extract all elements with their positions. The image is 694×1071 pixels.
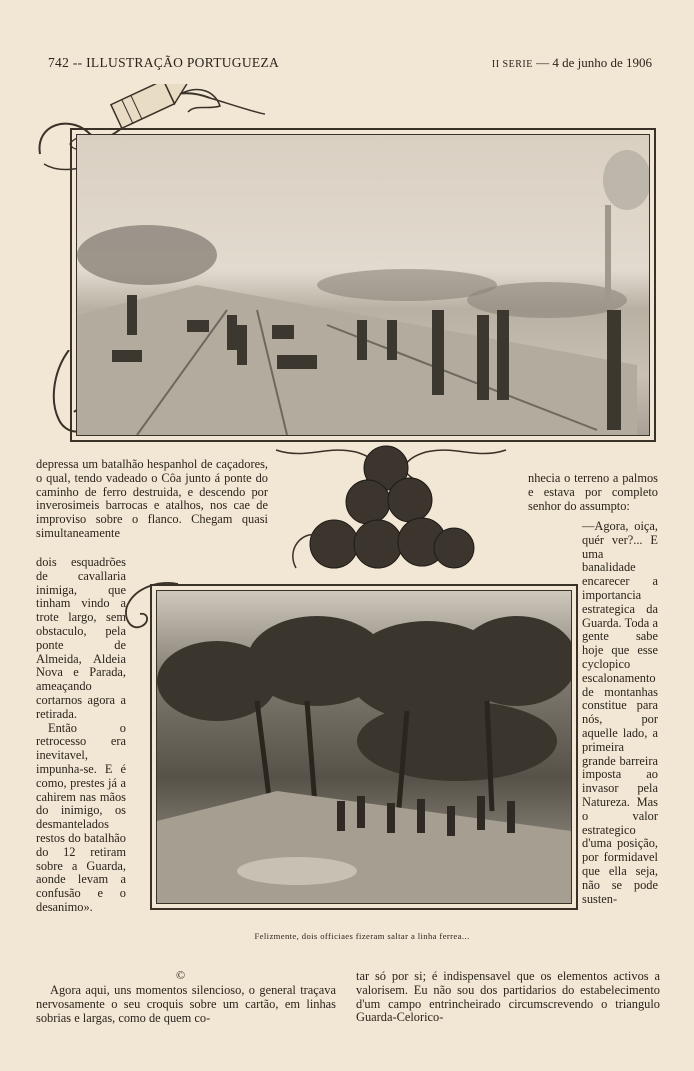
top-photo-frame — [70, 128, 656, 442]
column-left-narrow: dois esquadrões de cavallaria inimiga, que tinham vindo a trote largo, sem obstaculo, pela ponte de Almeida, Aldeia Nova e Parada, ameaçando cortarnos agora a retirada. Então o retrocesso era inevitavel, impunha-se. E é como, prestes já a cahirem nas mãos do inimigo, os desmantelados restos do batalhão do 12 retiram sobre a Guarda, aonde levam a confusão e o desanimo». — [36, 555, 126, 914]
forest-scene-image — [157, 591, 571, 903]
column-bottom-right: tar só por si; é indispensavel que os elementos activos a valorisem. Eu não sou dos partidarios do estabelecimento d'um campo entrincheirado circumscrevendo o triangulo Guarda-Celorico- — [356, 969, 660, 1025]
page-header: 742 -- ILLUSTRAÇÃO PORTUGUEZA II SERIE — 4 de junho de 1906 — [48, 55, 652, 70]
column-right-quote: —Agora, oiça, quér ver?... E uma banalidade encarecer a importancia estrategica da Guarda. Toda a gente sabe hoje que esse cyclopico escalonamento de montanhas constitue para nós, por aquelle lado, a primeira grande barreira imposta ao invasor pela Natureza. Mas o valor estrategico d'uma posição, por formidavel que ella seja, não se pode susten- — [582, 519, 658, 906]
separator-ornament: © — [176, 968, 186, 982]
forest-photo-frame — [150, 584, 578, 910]
page-number: 742 — [48, 55, 70, 70]
series-label: II SERIE — [491, 59, 533, 70]
column-bottom-left: Agora aqui, uns momentos silencioso, o general traçava nervosamente o seu croquis sobre um cartão, em linhas sobrias e largas, como de quem co- — [36, 983, 336, 1025]
railway-scene-image — [77, 135, 649, 435]
column-left-intro: depressa um batalhão hespanhol de caçadores, o qual, tendo vadeado o Côa junto á ponte do caminho de ferro destruida, e descendo por inverosimeis barrocas e atalhos, nos cae de improviso sobre o flanco. Chegam quasi simultaneamente — [36, 457, 268, 540]
issue-date: 4 de junho de 1906 — [552, 55, 652, 70]
forest-photo — [156, 590, 572, 904]
magazine-title: ILLUSTRAÇÃO PORTUGUEZA — [86, 55, 280, 70]
column-right-intro: nhecia o terreno a palmos e estava por completo senhor do assumpto: — [528, 471, 658, 513]
photo-caption: Felizmente, dois officiaes fizeram saltar a linha ferrea... — [254, 931, 470, 941]
railway-photo — [76, 134, 650, 436]
cannonball-pile-ornament — [266, 440, 516, 580]
